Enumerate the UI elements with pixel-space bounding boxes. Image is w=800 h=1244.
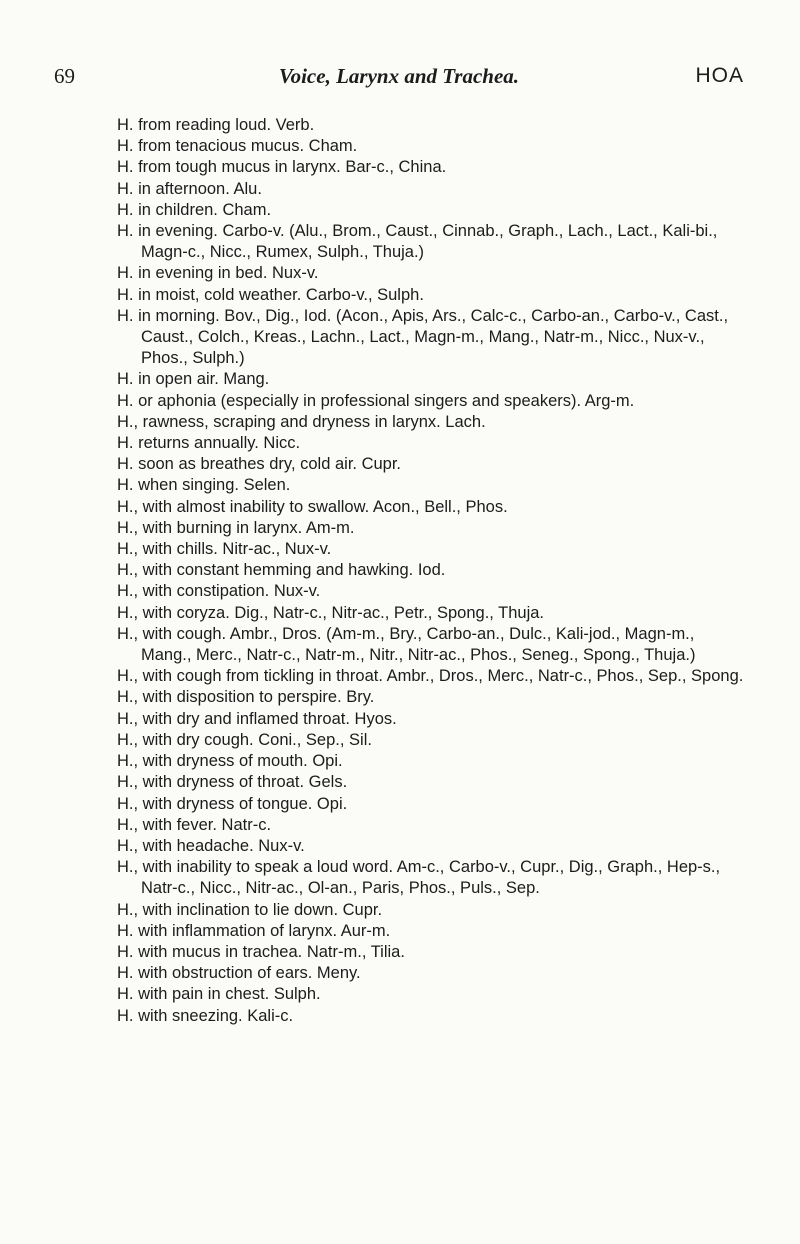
rubric-entry: H. soon as breathes dry, cold air. Cupr. bbox=[117, 455, 402, 474]
running-title: Voice, Larynx and Trachea. bbox=[278, 64, 520, 88]
rubric-entry: H. in evening. Carbo-v. (Alu., Brom., Caust., Cinnab., Graph., Lach., Lact., Kali-bi., Magn-c., Nicc., Rumex, Sulph., Thuja.) bbox=[117, 222, 718, 262]
rubric-entry: H., with chills. Nitr-ac., Nux-v. bbox=[117, 540, 332, 559]
rubric-entry: H. from reading loud. Verb. bbox=[117, 116, 315, 134]
rubric-entry: H., with dryness of throat. Gels. bbox=[117, 773, 348, 792]
guide-word: HOA bbox=[695, 64, 744, 87]
rubric-entry: H., with headache. Nux-v. bbox=[117, 836, 305, 855]
rubric-entry: H., with dryness of mouth. Opi. bbox=[117, 752, 343, 771]
rubric-entry: H., with constant hemming and hawking. Iod. bbox=[117, 561, 446, 580]
rubric-entry: H., with cough from tickling in throat. Ambr., Dros., Merc., Natr-c., Phos., Sep., Spong. bbox=[117, 667, 744, 686]
rubric-entry: H. with mucus in trachea. Natr-m., Tilia. bbox=[117, 942, 405, 961]
rubric-entry: H., with inclination to lie down. Cupr. bbox=[117, 900, 383, 919]
rubric-entry: H., with burning in larynx. Am-m. bbox=[117, 518, 355, 537]
rubric-entry: H. when singing. Selen. bbox=[117, 476, 291, 495]
rubric-entry: H. in moist, cold weather. Carbo-v., Sulph. bbox=[117, 285, 424, 304]
rubric-entry: H., with almost inability to swallow. Acon., Bell., Phos. bbox=[117, 497, 508, 516]
rubric-entry: H. returns annually. Nicc. bbox=[117, 434, 301, 453]
rubric-entry: H. in afternoon. Alu. bbox=[117, 179, 262, 198]
rubric-entry: H. in children. Cham. bbox=[117, 200, 272, 219]
rubric-entry: H. with sneezing. Kali-c. bbox=[117, 1006, 294, 1025]
rubric-entry: H., with dry cough. Coni., Sep., Sil. bbox=[117, 730, 372, 749]
rubric-entry: H., rawness, scraping and dryness in larynx. Lach. bbox=[117, 412, 486, 431]
rubric-entry: H., with cough. Ambr., Dros. (Am-m., Bry., Carbo-an., Dulc., Kali-jod., Magn-m., Mang., Merc., Natr-c., Natr-m., Nitr., Nitr-ac., Phos., Seneg., Spong., Thuja.) bbox=[117, 624, 696, 665]
rubric-entry: H. from tenacious mucus. Cham. bbox=[117, 137, 358, 156]
rubric-entry: H., with dry and inflamed throat. Hyos. bbox=[117, 709, 397, 728]
rubric-entry: H. in evening in bed. Nux-v. bbox=[117, 264, 319, 283]
rubric-entry-list bbox=[117, 115, 747, 1027]
rubric-entry: H. with obstruction of ears. Meny. bbox=[117, 964, 361, 983]
rubric-entry: H. in morning. Bov., Dig., Iod. (Acon., Apis, Ars., Calc-c., Carbo-an., Carbo-v., Cast., Caust., Colch., Kreas., Lachn., Lact., Magn-m., Mang., Natr-m., Nicc., Nux-v., Phos., Sulph.) bbox=[117, 306, 729, 368]
rubric-entry: H. with pain in chest. Sulph. bbox=[117, 985, 321, 1004]
rubric-entry: H., with inability to speak a loud word. Am-c., Carbo-v., Cupr., Dig., Graph., Hep-s., Natr-c., Nicc., Nitr-ac., Ol-an., Paris, Phos., Puls., Sep. bbox=[117, 858, 721, 898]
rubric-entry: H. in open air. Mang. bbox=[117, 370, 270, 389]
rubric-entry: H., with coryza. Dig., Natr-c., Nitr-ac., Petr., Spong., Thuja. bbox=[117, 603, 545, 622]
rubric-entry: H., with disposition to perspire. Bry. bbox=[117, 688, 375, 707]
rubric-entry: H., with dryness of tongue. Opi. bbox=[117, 794, 348, 813]
page-header bbox=[54, 64, 744, 96]
rubric-entry: H. from tough mucus in larynx. Bar-c., China. bbox=[117, 158, 447, 177]
rubric-entry: H., with fever. Natr-c. bbox=[117, 815, 272, 834]
page-number: 69 bbox=[54, 64, 75, 88]
rubric-entry: H., with constipation. Nux-v. bbox=[117, 582, 321, 601]
rubric-entry: H. with inflammation of larynx. Aur-m. bbox=[117, 921, 391, 940]
rubric-entry: H. or aphonia (especially in professional singers and speakers). Arg-m. bbox=[117, 391, 635, 410]
